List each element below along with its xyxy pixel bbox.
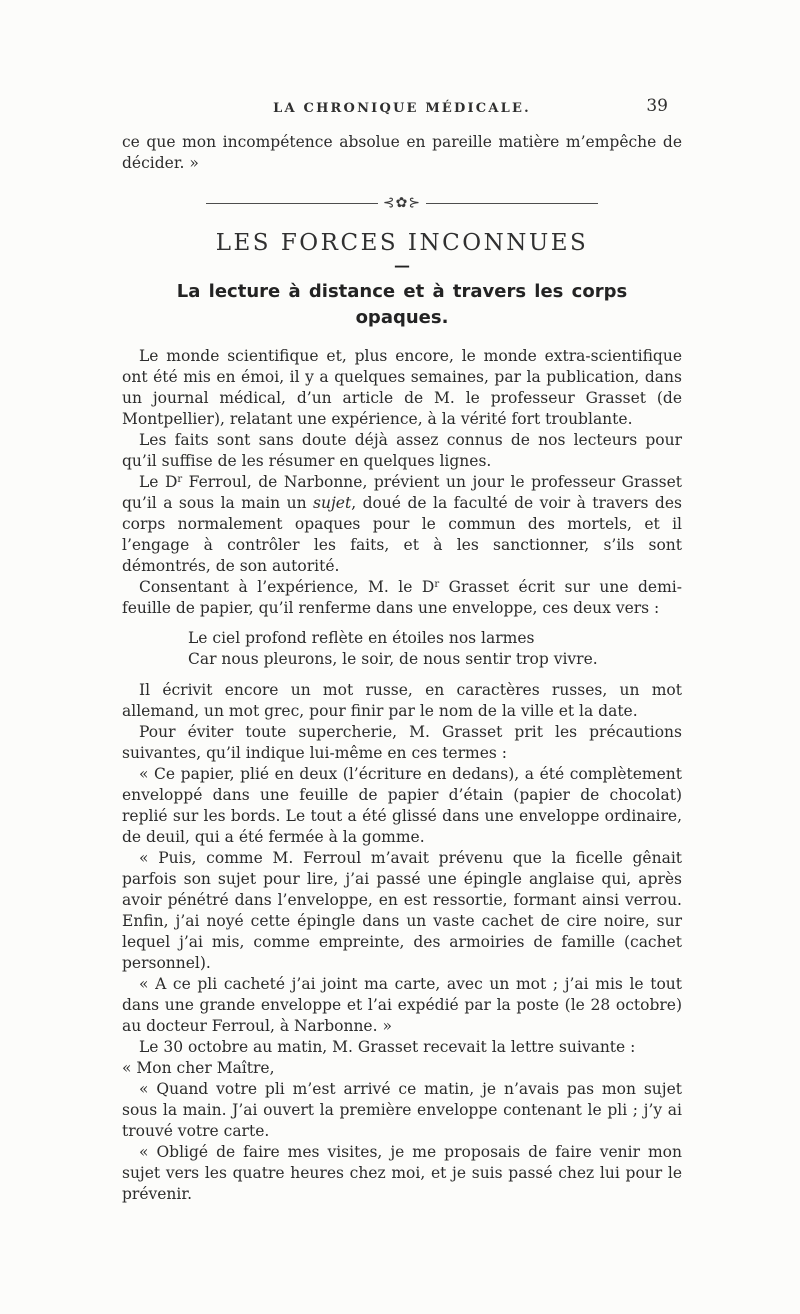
floral-ornament-icon: ⊰✿⊱: [382, 195, 422, 211]
superscript-r: r: [177, 474, 183, 485]
running-header: [122, 96, 682, 118]
paragraph-puis-comme: « Puis, comme M. Ferroul m’avait prévenu que la ficelle gênait parfois son sujet pour lire, j’ai passé une épingle anglaise qui, après avoir pénétré dans l’enveloppe, en est ressortie, formant ainsi verrou. Enfin, j’ai noyé cette épingle dans un vaste cachet de cire noire, sur lequel j’ai mis, comme empreinte, des armoiries de famille (cachet personnel).: [122, 849, 682, 972]
paragraph-consentant: [122, 577, 682, 619]
verse-line-2: Car nous pleurons, le soir, de nous sentir trop vivre.: [188, 650, 598, 668]
page-number: 39: [646, 96, 668, 116]
article-title: LES FORCES INCONNUES: [215, 230, 589, 256]
paragraph-il-ecrivit: Il écrivit encore un mot russe, en caractères russes, un mot allemand, un mot grec, pour finir par le nom de la ville et la date.: [122, 681, 682, 720]
continuation-paragraph: ce que mon incompétence absolue en pareille matière m’empêche de décider. »: [122, 133, 682, 172]
divider-line-left: [206, 203, 378, 204]
text-run: Ferroul, de Narbonne, prévient un jour le professeur Grasset qu’il a sous la main un: [122, 473, 682, 512]
paragraph-oblige: « Obligé de faire mes visites, je me proposais de faire venir mon sujet vers les quatre heures chez moi, et je suis passé chez lui pour le prévenir.: [122, 1143, 682, 1203]
paragraph-quand-votre-pli: « Quand votre pli m’est arrivé ce matin, je n’avais pas mon sujet sous la main. J’ai ouvert la première enveloppe contenant le pli ; j’y ai trouvé votre carte.: [122, 1080, 682, 1140]
paragraph-le-30-octobre: Le 30 octobre au matin, M. Grasset recevait la lettre suivante :: [139, 1038, 636, 1056]
paragraph-a-ce-pli: « A ce pli cacheté j’ai joint ma carte, avec un mot ; j’ai mis le tout dans une grande enveloppe et l’ai expédié par la poste (le 28 octobre) au docteur Ferroul, à Narbonne. »: [122, 975, 682, 1035]
text-run: Grasset écrit sur une demi-feuille de papier, qu’il renferme dans une enveloppe, ces deux vers :: [122, 578, 682, 617]
section-divider: [206, 196, 598, 210]
article-subtitle: La lecture à distance et à travers les corps opaques.: [176, 281, 628, 328]
superscript-r: r: [434, 579, 440, 590]
paragraph-pour-eviter: Pour éviter toute supercherie, M. Grasset prit les précautions suivantes, qu’il indique lui-même en ces termes :: [122, 723, 682, 762]
text-run: Le D: [139, 473, 178, 491]
article-body: [122, 346, 682, 1205]
verse-block: [188, 628, 682, 670]
italic-sujet: sujet: [313, 494, 352, 512]
paragraph-le-monde: Le monde scientifique et, plus encore, le monde extra-scientifique ont été mis en émoi, il y a quelques semaines, par la publication, dans un journal médical, d’un article de M. le professeur Grasset (de Montpellier), relatant une expérience, à la vérité fort troublante.: [122, 347, 682, 428]
journal-title: LA CHRONIQUE MÉDICALE.: [273, 101, 531, 116]
divider-line-right: [426, 203, 598, 204]
verse-line-1: Le ciel profond reflète en étoiles nos larmes: [188, 629, 535, 647]
letter-salutation: « Mon cher Maître,: [122, 1059, 275, 1077]
title-rule: —: [394, 256, 410, 275]
text-run: Consentant à l’expérience, M. le D: [139, 578, 435, 596]
paragraph-ferroul: [122, 472, 682, 577]
text-run: , doué de la faculté de voir à travers des corps normalement opaques pour le commun des mortels, et il l’engage à contrôler les faits, et à les sanctionner, s’ils sont démontrés, de son autorité.: [122, 494, 682, 575]
paragraph-ce-papier: « Ce papier, plié en deux (l’écriture en dedans), a été complètement enveloppé dans une feuille de papier d’étain (papier de chocolat) replié sur les bords. Le tout a été glissé dans une enveloppe ordinaire, de deuil, qui a été fermée à la gomme.: [122, 765, 682, 846]
paragraph-les-faits: Les faits sont sans doute déjà assez connus de nos lecteurs pour qu’il suffise de les résumer en quelques lignes.: [122, 431, 682, 470]
